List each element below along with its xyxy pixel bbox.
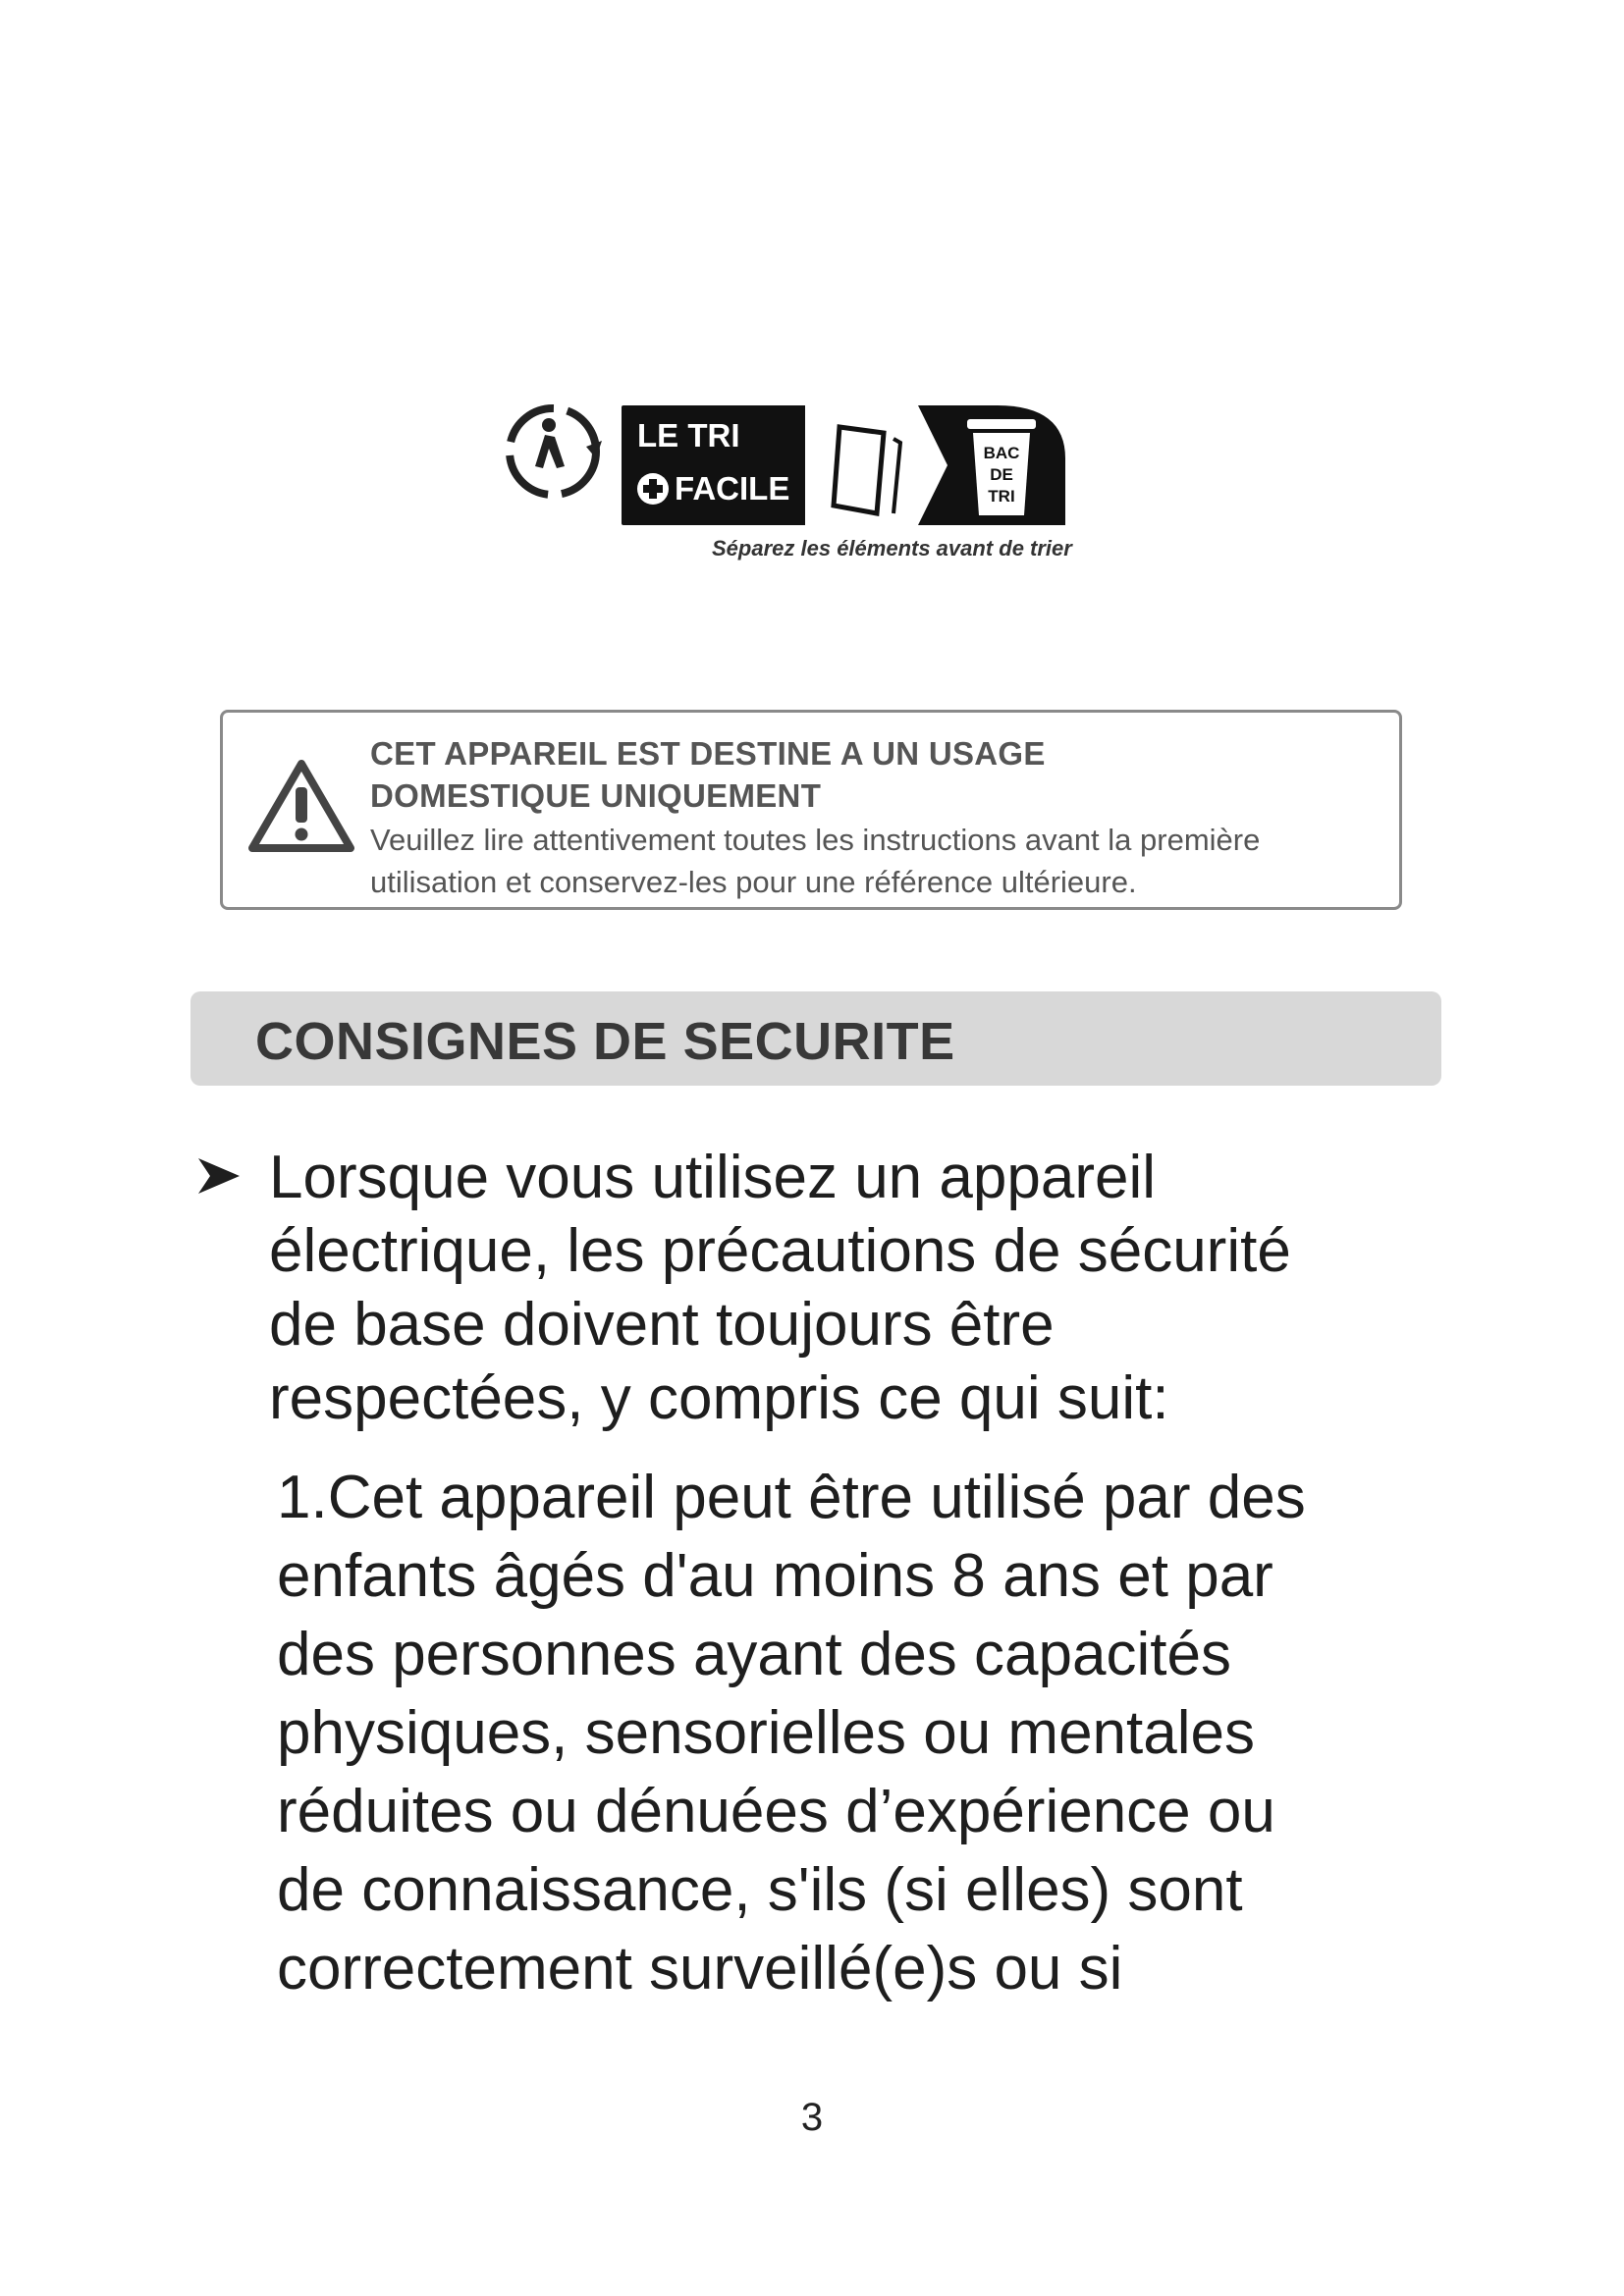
warning-triangle-icon (246, 758, 356, 854)
tri-logo (506, 398, 1072, 574)
warning-body-line: Veuillez lire attentivement toutes les instructions avant la première (370, 823, 1261, 857)
section-header (190, 991, 1441, 1086)
logo-caption: Séparez les éléments avant de trier (712, 536, 1072, 561)
section-title: CONSIGNES DE SECURITE (255, 1012, 955, 1071)
warning-title-line: CET APPAREIL EST DESTINE A UN USAGE (370, 735, 1046, 772)
warning-body-line: utilisation et conservez-les pour une référence ultérieure. (370, 865, 1137, 899)
arrowhead-bullet-icon (196, 1152, 242, 1198)
intro-line: respectées, y compris ce qui suit: (269, 1364, 1169, 1432)
item-line: de connaissance, s'ils (si elles) sont (277, 1856, 1243, 1924)
item-line: des personnes ayant des capacités (277, 1621, 1231, 1688)
intro-line: Lorsque vous utilisez un appareil (269, 1144, 1156, 1211)
item-line: physiques, sensorielles ou mentales (277, 1699, 1255, 1767)
triman-logo-graphic (506, 398, 1065, 535)
logo-line2: FACILE (675, 470, 790, 507)
triman-person-icon (510, 408, 602, 495)
warning-title-line: DOMESTIQUE UNIQUEMENT (370, 777, 822, 814)
bin-label-3: TRI (988, 487, 1015, 506)
item-line: réduites ou dénuées d’expérience ou (277, 1778, 1275, 1845)
intro-line: de base doivent toujours être (269, 1291, 1055, 1359)
item-line: enfants âgés d'au moins 8 ans et par (277, 1542, 1273, 1610)
intro-line: électrique, les précautions de sécurité (269, 1217, 1291, 1285)
safety-item-1 (277, 1459, 1306, 2008)
warning-body (370, 819, 1260, 903)
warning-title (370, 732, 1046, 817)
bin-label-1: BAC (983, 444, 1020, 462)
logo-line1: LE TRI (637, 417, 740, 454)
page-number: 3 (800, 2096, 824, 2139)
warning-box (220, 710, 1402, 910)
item-line: correctement surveillé(e)s ou si (277, 1935, 1123, 2002)
intro-text (269, 1141, 1291, 1435)
bin-label-2: DE (990, 465, 1013, 484)
item-line: 1.Cet appareil peut être utilisé par des (277, 1464, 1306, 1531)
